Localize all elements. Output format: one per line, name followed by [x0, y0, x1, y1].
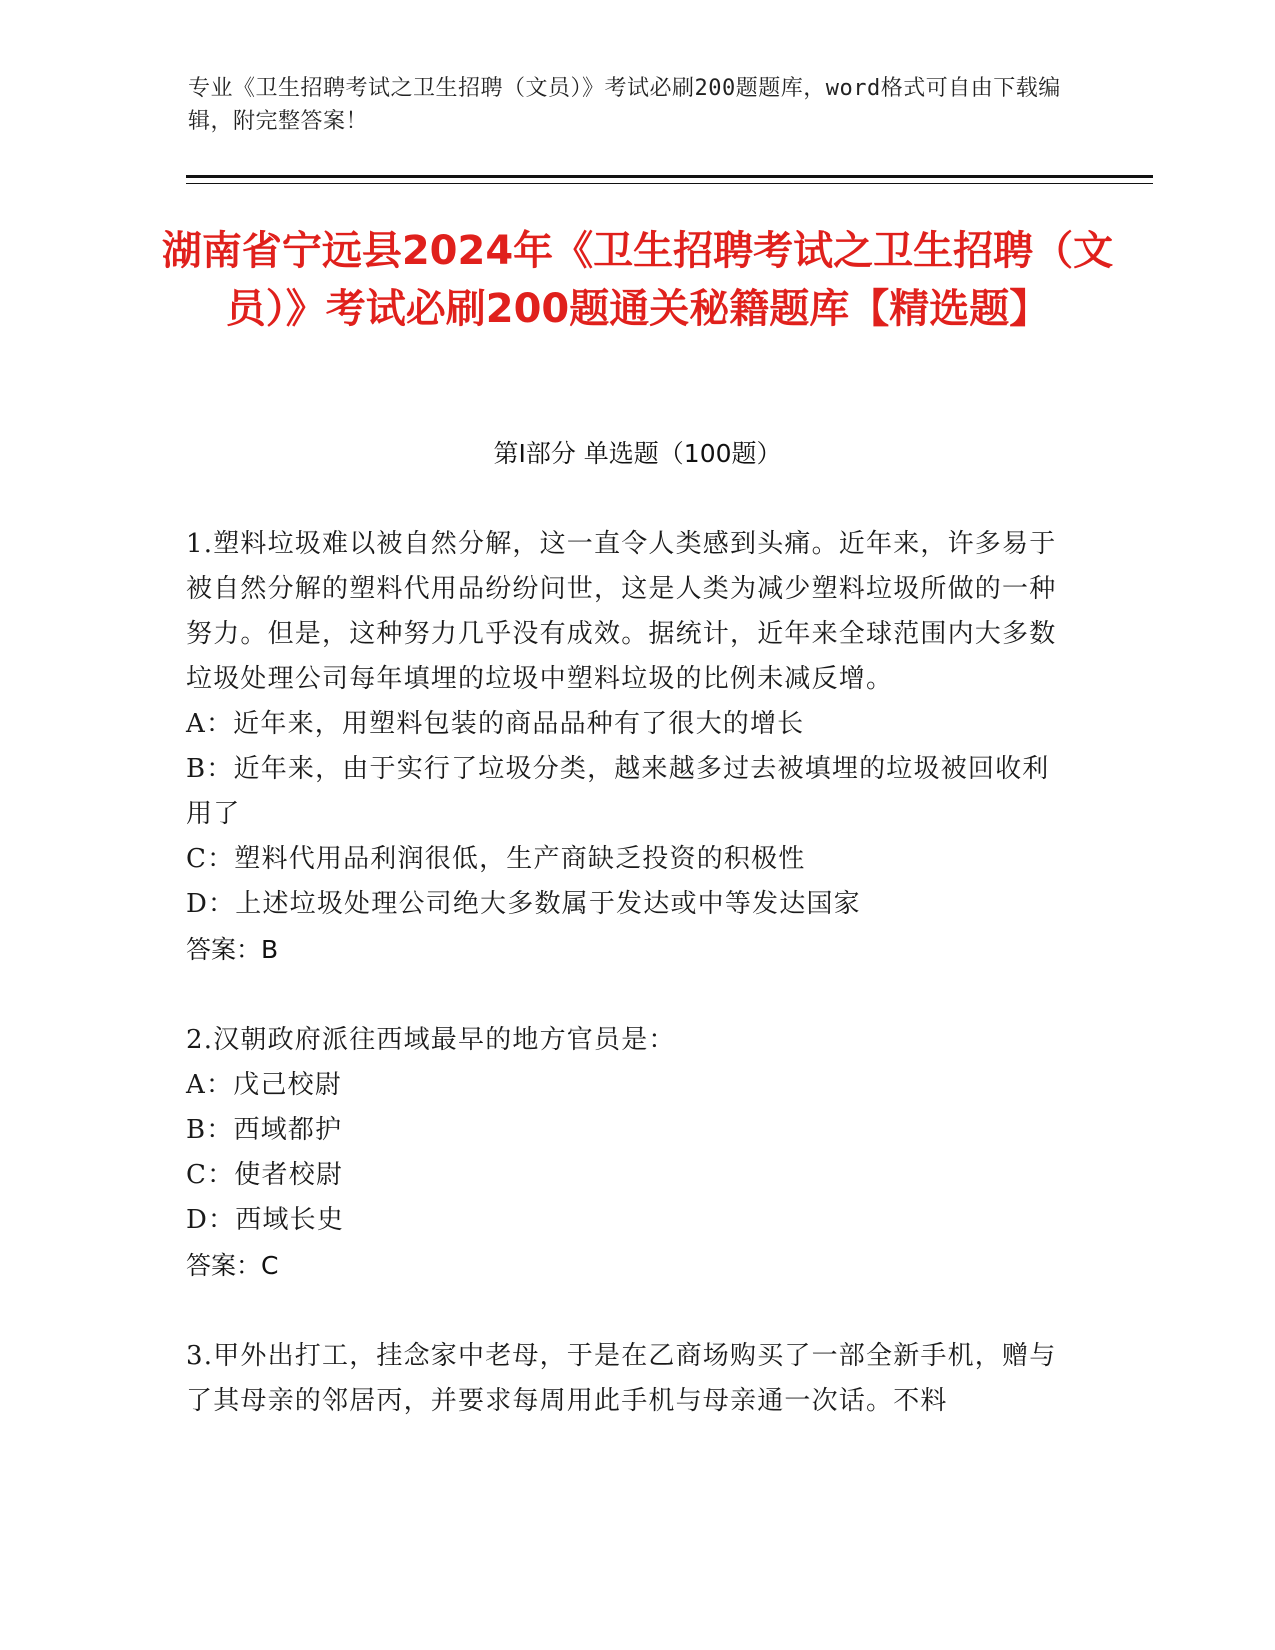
option-a: A：近年来，用塑料包装的商品品种有了很大的增长	[186, 709, 805, 739]
question-3	[186, 1334, 1066, 1424]
document-title: 湖南省宁远县2024年《卫生招聘考试之卫生招聘（文员）》考试必刷200题通关秘籍题库【精选题】	[161, 228, 1114, 332]
header-divider-thin	[186, 183, 1153, 184]
answer: 答案：B	[186, 935, 279, 964]
question-2	[186, 1018, 1066, 1289]
option-b: B：西域都护	[186, 1115, 343, 1145]
option-d: D：上述垃圾处理公司绝大多数属于发达或中等发达国家	[186, 889, 861, 919]
option-b: B：近年来，由于实行了垃圾分类，越来越多过去被填埋的垃圾被回收利用了	[186, 754, 1050, 829]
question-list	[186, 522, 1066, 1469]
question-stem: 1.塑料垃圾难以被自然分解，这一直令人类感到头痛。近年来，许多易于被自然分解的塑料代用品纷纷问世，这是人类为减少塑料垃圾所做的一种努力。但是，这种努力几乎没有成效。据统计，近年来全球范围内大多数垃圾处理公司每年填埋的垃圾中塑料垃圾的比例未减反增。	[186, 529, 1057, 694]
question-1	[186, 522, 1066, 973]
header-note: 专业《卫生招聘考试之卫生招聘（文员）》考试必刷200题题库，word格式可自由下载编辑，附完整答案！	[188, 76, 1061, 134]
section-heading: 第Ⅰ部分 单选题（100题）	[493, 439, 782, 468]
option-a: A：戊己校尉	[186, 1070, 342, 1100]
option-c: C：使者校尉	[186, 1160, 344, 1190]
question-stem: 3.甲外出打工，挂念家中老母，于是在乙商场购买了一部全新手机，赠与了其母亲的邻居丙，并要求每周用此手机与母亲通一次话。不料	[186, 1341, 1057, 1416]
option-c: C：塑料代用品利润很低，生产商缺乏投资的积极性	[186, 844, 806, 874]
answer: 答案：C	[186, 1251, 279, 1280]
header-divider-thick	[186, 175, 1153, 178]
question-stem: 2.汉朝政府派往西域最早的地方官员是：	[186, 1025, 676, 1055]
option-d: D：西域长史	[186, 1205, 345, 1235]
